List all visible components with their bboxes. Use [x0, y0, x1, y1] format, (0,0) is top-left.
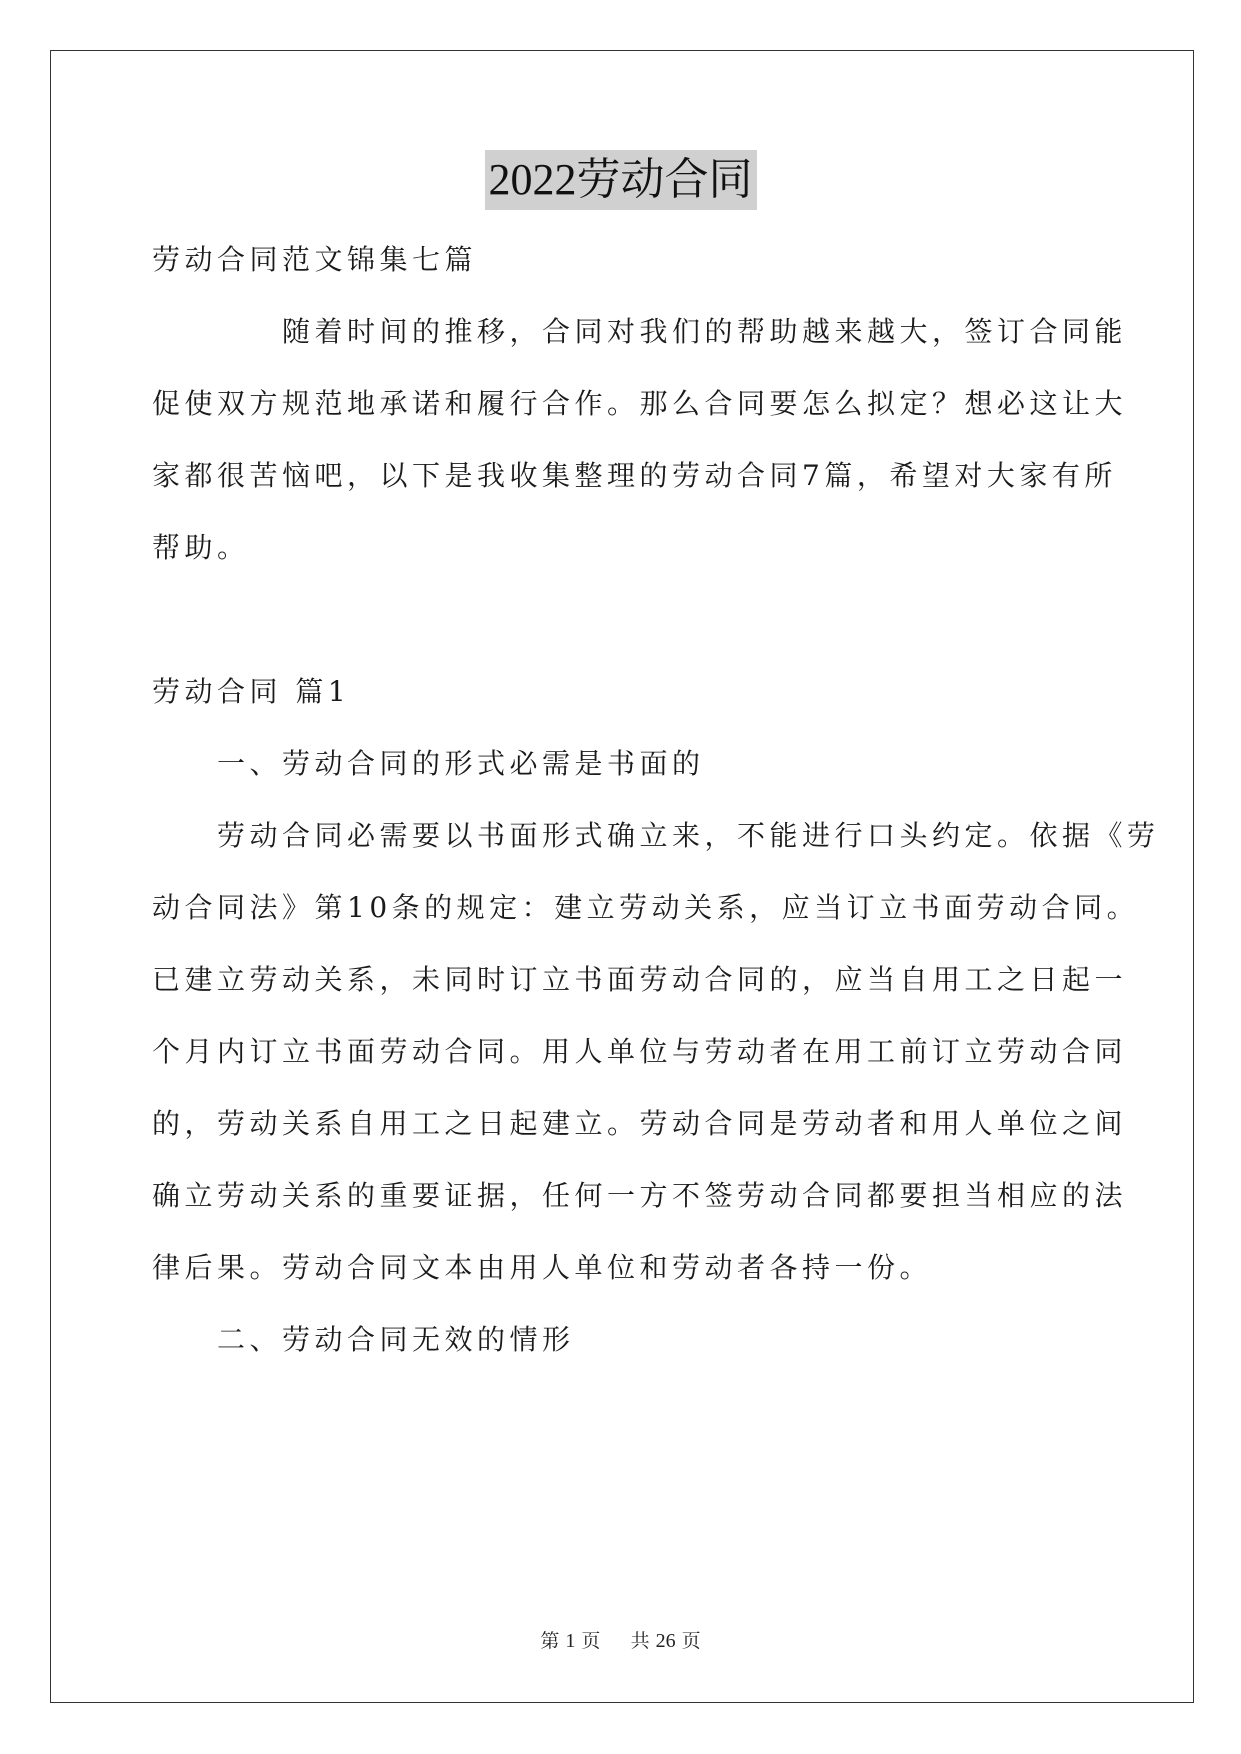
subsection-heading: 一、劳动合同的形式必需是书面的 — [152, 747, 705, 780]
total-pages: 26 — [655, 1630, 676, 1652]
page-label-suffix: 页 — [581, 1630, 601, 1652]
total-label-prefix: 共 — [630, 1630, 650, 1652]
subsection-heading: 二、劳动合同无效的情形 — [152, 1323, 575, 1356]
paragraph-line: 已建立劳动关系，未同时订立书面劳动合同的，应当自用工之日起一 — [152, 963, 1128, 996]
page-border — [50, 50, 1194, 1703]
paragraph-line: 劳动合同必需要以书面形式确立来，不能进行口头约定。依据《劳 — [152, 819, 1160, 852]
paragraph-line: 的，劳动关系自用工之日起建立。劳动合同是劳动者和用人单位之间 — [152, 1107, 1128, 1140]
page-label-prefix: 第 — [540, 1630, 560, 1652]
paragraph-line: 确立劳动关系的重要证据，任何一方不签劳动合同都要担当相应的法 — [152, 1179, 1128, 1212]
page-number: 1 — [565, 1630, 576, 1652]
total-label-suffix: 页 — [681, 1630, 701, 1652]
title-wrap — [0, 150, 1241, 210]
document-title: 2022劳动合同 — [485, 150, 757, 210]
paragraph-line: 随着时间的推移，合同对我们的帮助越来越大，签订合同能 — [152, 315, 1128, 348]
paragraph-line: 促使双方规范地承诺和履行合作。那么合同要怎么拟定？想必这让大 — [152, 387, 1128, 420]
paragraph-line: 动合同法》第10条的规定：建立劳动关系，应当订立书面劳动合同。 — [152, 891, 1140, 924]
paragraph-line: 帮助。 — [152, 531, 250, 564]
subtitle-line: 劳动合同范文锦集七篇 — [152, 243, 478, 276]
paragraph-line: 家都很苦恼吧，以下是我收集整理的劳动合同7篇，希望对大家有所 — [152, 459, 1117, 492]
paragraph-line: 律后果。劳动合同文本由用人单位和劳动者各持一份。 — [152, 1251, 933, 1284]
section-heading: 劳动合同 篇1 — [152, 675, 351, 708]
paragraph-line: 个月内订立书面劳动合同。用人单位与劳动者在用工前订立劳动合同 — [152, 1035, 1128, 1068]
page-footer — [0, 1626, 1241, 1653]
